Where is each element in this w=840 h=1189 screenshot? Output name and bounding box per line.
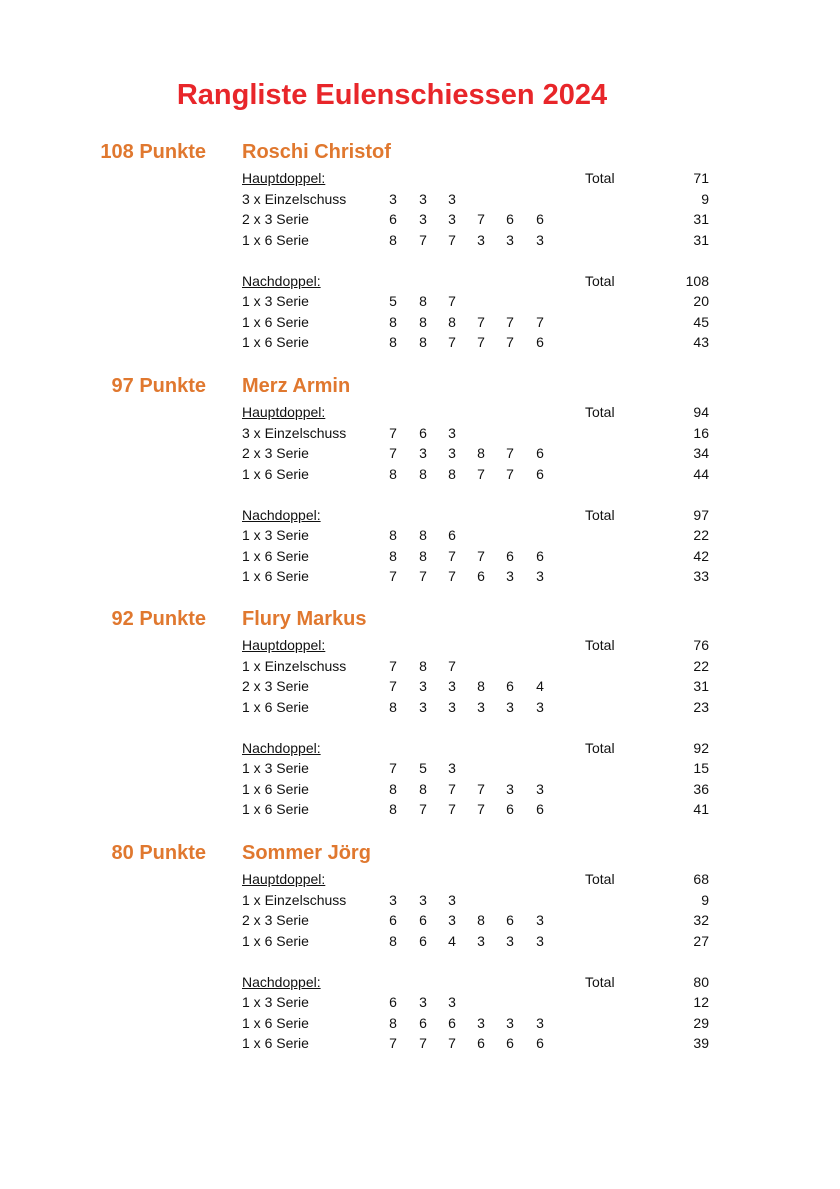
hauptdoppel-label: Hauptdoppel:: [242, 871, 326, 887]
row-sum: 27: [693, 932, 709, 949]
row-sum: 43: [693, 334, 709, 350]
shot-score: 6: [389, 994, 397, 1010]
shot-score: 6: [389, 211, 397, 227]
row-label: 1 x 6 Serie: [242, 313, 309, 330]
shot-score: 6: [536, 1035, 544, 1051]
hauptdoppel-label: Hauptdoppel:: [242, 170, 326, 186]
row-label: 2 x 3 Serie: [242, 211, 309, 227]
shot-score: 3: [536, 932, 544, 949]
shot-score: 8: [389, 527, 397, 543]
score-row: [0, 890, 840, 910]
shot-score: 3: [506, 698, 514, 715]
shot-score: 7: [477, 801, 485, 817]
row-label: 1 x 3 Serie: [242, 527, 309, 543]
shot-score: 7: [536, 313, 544, 330]
shot-score: 7: [506, 445, 514, 461]
score-row: [0, 525, 840, 545]
row-sum: 23: [693, 698, 709, 715]
nachdoppel-label: Nachdoppel:: [242, 739, 321, 756]
shot-score: 3: [448, 424, 456, 441]
score-row: [0, 697, 840, 717]
hauptdoppel-label: Hauptdoppel:: [242, 404, 326, 420]
shot-score: 6: [536, 211, 544, 227]
score-row: [0, 443, 840, 463]
row-label: 2 x 3 Serie: [242, 445, 309, 461]
shot-score: 3: [419, 994, 427, 1010]
score-row: [0, 992, 840, 1012]
row-sum: 31: [693, 678, 709, 694]
row-sum: 33: [693, 568, 709, 584]
row-label: 1 x 6 Serie: [242, 1035, 309, 1051]
shot-score: 6: [506, 801, 514, 817]
shot-score: 3: [536, 231, 544, 248]
score-row: [0, 931, 840, 951]
shot-score: 8: [419, 465, 427, 482]
row-label: 1 x 6 Serie: [242, 1014, 309, 1031]
shot-score: 3: [448, 445, 456, 461]
entry-name: Flury Markus: [242, 608, 367, 630]
row-sum: 34: [693, 445, 709, 461]
row-sum: 32: [693, 912, 709, 928]
shot-score: 6: [419, 1014, 427, 1031]
shot-score: 6: [506, 547, 514, 564]
total-value: 97: [693, 506, 709, 523]
score-row: [0, 332, 840, 352]
entry-points: 97 Punkte: [111, 375, 206, 397]
shot-score: 3: [448, 994, 456, 1010]
shot-score: 8: [419, 293, 427, 309]
entry-name: Sommer Jörg: [242, 842, 371, 864]
shot-score: 3: [477, 1014, 485, 1031]
shot-score: 8: [389, 932, 397, 949]
row-label: 1 x 6 Serie: [242, 932, 309, 949]
shot-score: 3: [448, 891, 456, 908]
total-label: Total: [585, 272, 615, 289]
total-label: Total: [585, 404, 615, 420]
page-title: Rangliste Eulenschiessen 2024: [176, 79, 608, 111]
shot-score: 7: [419, 801, 427, 817]
shot-score: 6: [536, 465, 544, 482]
shot-score: 8: [389, 801, 397, 817]
nachdoppel-header-row: [0, 738, 840, 758]
shot-score: 3: [419, 445, 427, 461]
hauptdoppel-header-row: [0, 402, 840, 422]
row-label: 1 x 6 Serie: [242, 780, 309, 797]
row-label: 1 x 3 Serie: [242, 994, 309, 1010]
shot-score: 3: [419, 678, 427, 694]
shot-score: 8: [448, 313, 456, 330]
shot-score: 6: [419, 932, 427, 949]
score-row: [0, 656, 840, 676]
row-label: 3 x Einzelschuss: [242, 424, 347, 441]
row-sum: 20: [693, 293, 709, 309]
shot-score: 7: [389, 678, 397, 694]
score-row: [0, 189, 840, 209]
shot-score: 7: [506, 334, 514, 350]
score-row: [0, 209, 840, 229]
total-value: 68: [693, 871, 709, 887]
shot-score: 8: [389, 465, 397, 482]
row-sum: 29: [693, 1014, 709, 1031]
shot-score: 3: [506, 932, 514, 949]
score-row: [0, 676, 840, 696]
shot-score: 8: [419, 657, 427, 674]
row-sum: 9: [701, 891, 709, 908]
shot-score: 8: [389, 547, 397, 564]
shot-score: 8: [389, 334, 397, 350]
shot-score: 7: [389, 760, 397, 776]
shot-score: 3: [536, 698, 544, 715]
shot-score: 3: [419, 211, 427, 227]
row-label: 1 x 6 Serie: [242, 568, 309, 584]
hauptdoppel-header-row: [0, 168, 840, 188]
row-label: 1 x 6 Serie: [242, 231, 309, 248]
shot-score: 6: [448, 1014, 456, 1031]
nachdoppel-header-row: [0, 271, 840, 291]
shot-score: 3: [506, 568, 514, 584]
row-label: 1 x 6 Serie: [242, 698, 309, 715]
shot-score: 7: [389, 1035, 397, 1051]
total-value: 76: [693, 637, 709, 653]
shot-score: 6: [506, 678, 514, 694]
shot-score: 8: [419, 313, 427, 330]
shot-score: 3: [536, 912, 544, 928]
row-label: 1 x 6 Serie: [242, 547, 309, 564]
shot-score: 3: [419, 698, 427, 715]
shot-score: 7: [389, 424, 397, 441]
shot-score: 7: [448, 568, 456, 584]
shot-score: 8: [389, 231, 397, 248]
shot-score: 7: [506, 313, 514, 330]
shot-score: 8: [477, 678, 485, 694]
entry-points: 108 Punkte: [100, 141, 206, 163]
row-sum: 22: [693, 657, 709, 674]
shot-score: 7: [477, 334, 485, 350]
shot-score: 7: [448, 780, 456, 797]
shot-score: 6: [506, 912, 514, 928]
shot-score: 3: [536, 780, 544, 797]
score-row: [0, 423, 840, 443]
shot-score: 3: [448, 678, 456, 694]
row-label: 1 x 3 Serie: [242, 760, 309, 776]
shot-score: 6: [477, 568, 485, 584]
score-row: [0, 910, 840, 930]
shot-score: 7: [448, 657, 456, 674]
shot-score: 7: [419, 568, 427, 584]
shot-score: 3: [506, 1014, 514, 1031]
shot-score: 3: [448, 760, 456, 776]
shot-score: 3: [506, 231, 514, 248]
shot-score: 4: [536, 678, 544, 694]
nachdoppel-label: Nachdoppel:: [242, 272, 321, 289]
row-sum: 12: [693, 994, 709, 1010]
shot-score: 8: [389, 1014, 397, 1031]
shot-score: 7: [506, 465, 514, 482]
shot-score: 7: [448, 293, 456, 309]
hauptdoppel-header-row: [0, 869, 840, 889]
shot-score: 8: [389, 780, 397, 797]
shot-score: 8: [477, 445, 485, 461]
row-sum: 45: [693, 313, 709, 330]
nachdoppel-header-row: [0, 972, 840, 992]
shot-score: 7: [477, 465, 485, 482]
row-label: 1 x Einzelschuss: [242, 891, 347, 908]
row-sum: 22: [693, 527, 709, 543]
total-value: 94: [693, 404, 709, 420]
total-value: 80: [693, 973, 709, 990]
row-label: 2 x 3 Serie: [242, 912, 309, 928]
shot-score: 6: [477, 1035, 485, 1051]
shot-score: 8: [477, 912, 485, 928]
total-label: Total: [585, 973, 615, 990]
shot-score: 7: [477, 780, 485, 797]
row-label: 1 x 6 Serie: [242, 334, 309, 350]
shot-score: 3: [389, 891, 397, 908]
shot-score: 6: [419, 424, 427, 441]
shot-score: 6: [536, 334, 544, 350]
total-label: Total: [585, 637, 615, 653]
shot-score: 7: [477, 211, 485, 227]
shot-score: 7: [448, 1035, 456, 1051]
shot-score: 7: [389, 445, 397, 461]
shot-score: 7: [477, 547, 485, 564]
shot-score: 3: [477, 698, 485, 715]
hauptdoppel-label: Hauptdoppel:: [242, 637, 326, 653]
shot-score: 8: [419, 527, 427, 543]
total-label: Total: [585, 506, 615, 523]
score-row: [0, 230, 840, 250]
shot-score: 3: [448, 912, 456, 928]
shot-score: 7: [419, 1035, 427, 1051]
shot-score: 5: [419, 760, 427, 776]
shot-score: 8: [419, 547, 427, 564]
shot-score: 6: [536, 801, 544, 817]
row-label: 1 x 6 Serie: [242, 465, 309, 482]
row-sum: 44: [693, 465, 709, 482]
entry-points: 92 Punkte: [111, 608, 206, 630]
shot-score: 3: [536, 568, 544, 584]
row-sum: 42: [693, 547, 709, 564]
score-row: [0, 291, 840, 311]
row-label: 1 x 3 Serie: [242, 293, 309, 309]
row-sum: 9: [701, 190, 709, 207]
entry-name: Roschi Christof: [242, 141, 391, 163]
row-sum: 31: [693, 211, 709, 227]
shot-score: 3: [477, 231, 485, 248]
shot-score: 3: [536, 1014, 544, 1031]
row-sum: 31: [693, 231, 709, 248]
total-value: 92: [693, 739, 709, 756]
row-label: 1 x 6 Serie: [242, 801, 309, 817]
nachdoppel-label: Nachdoppel:: [242, 973, 321, 990]
shot-score: 7: [448, 334, 456, 350]
shot-score: 3: [477, 932, 485, 949]
entry-points: 80 Punkte: [111, 842, 206, 864]
score-row: [0, 566, 840, 586]
score-row: [0, 1033, 840, 1053]
total-value: 71: [693, 170, 709, 186]
shot-score: 7: [389, 657, 397, 674]
row-label: 3 x Einzelschuss: [242, 190, 347, 207]
shot-score: 3: [506, 780, 514, 797]
shot-score: 6: [506, 1035, 514, 1051]
score-row: [0, 758, 840, 778]
score-row: [0, 779, 840, 799]
total-value: 108: [685, 272, 709, 289]
row-sum: 39: [693, 1035, 709, 1051]
shot-score: 6: [419, 912, 427, 928]
shot-score: 3: [448, 190, 456, 207]
row-sum: 15: [693, 760, 709, 776]
nachdoppel-label: Nachdoppel:: [242, 506, 321, 523]
row-label: 1 x Einzelschuss: [242, 657, 347, 674]
hauptdoppel-header-row: [0, 635, 840, 655]
score-row: [0, 546, 840, 566]
shot-score: 8: [389, 313, 397, 330]
shot-score: 6: [536, 547, 544, 564]
row-sum: 36: [693, 780, 709, 797]
shot-score: 6: [536, 445, 544, 461]
shot-score: 6: [448, 527, 456, 543]
shot-score: 3: [389, 190, 397, 207]
row-sum: 16: [693, 424, 709, 441]
shot-score: 3: [419, 190, 427, 207]
shot-score: 7: [419, 231, 427, 248]
score-row: [0, 464, 840, 484]
shot-score: 5: [389, 293, 397, 309]
total-label: Total: [585, 739, 615, 756]
shot-score: 7: [448, 547, 456, 564]
shot-score: 7: [389, 568, 397, 584]
shot-score: 6: [389, 912, 397, 928]
shot-score: 7: [448, 231, 456, 248]
nachdoppel-header-row: [0, 505, 840, 525]
shot-score: 8: [389, 698, 397, 715]
entry-name: Merz Armin: [242, 375, 351, 397]
shot-score: 8: [419, 334, 427, 350]
total-label: Total: [585, 170, 615, 186]
shot-score: 6: [506, 211, 514, 227]
score-row: [0, 312, 840, 332]
shot-score: 3: [448, 211, 456, 227]
shot-score: 3: [448, 698, 456, 715]
row-label: 2 x 3 Serie: [242, 678, 309, 694]
shot-score: 8: [448, 465, 456, 482]
row-sum: 41: [693, 801, 709, 817]
shot-score: 7: [448, 801, 456, 817]
shot-score: 8: [419, 780, 427, 797]
shot-score: 4: [448, 932, 456, 949]
score-row: [0, 1013, 840, 1033]
shot-score: 7: [477, 313, 485, 330]
score-row: [0, 799, 840, 819]
shot-score: 3: [419, 891, 427, 908]
total-label: Total: [585, 871, 615, 887]
